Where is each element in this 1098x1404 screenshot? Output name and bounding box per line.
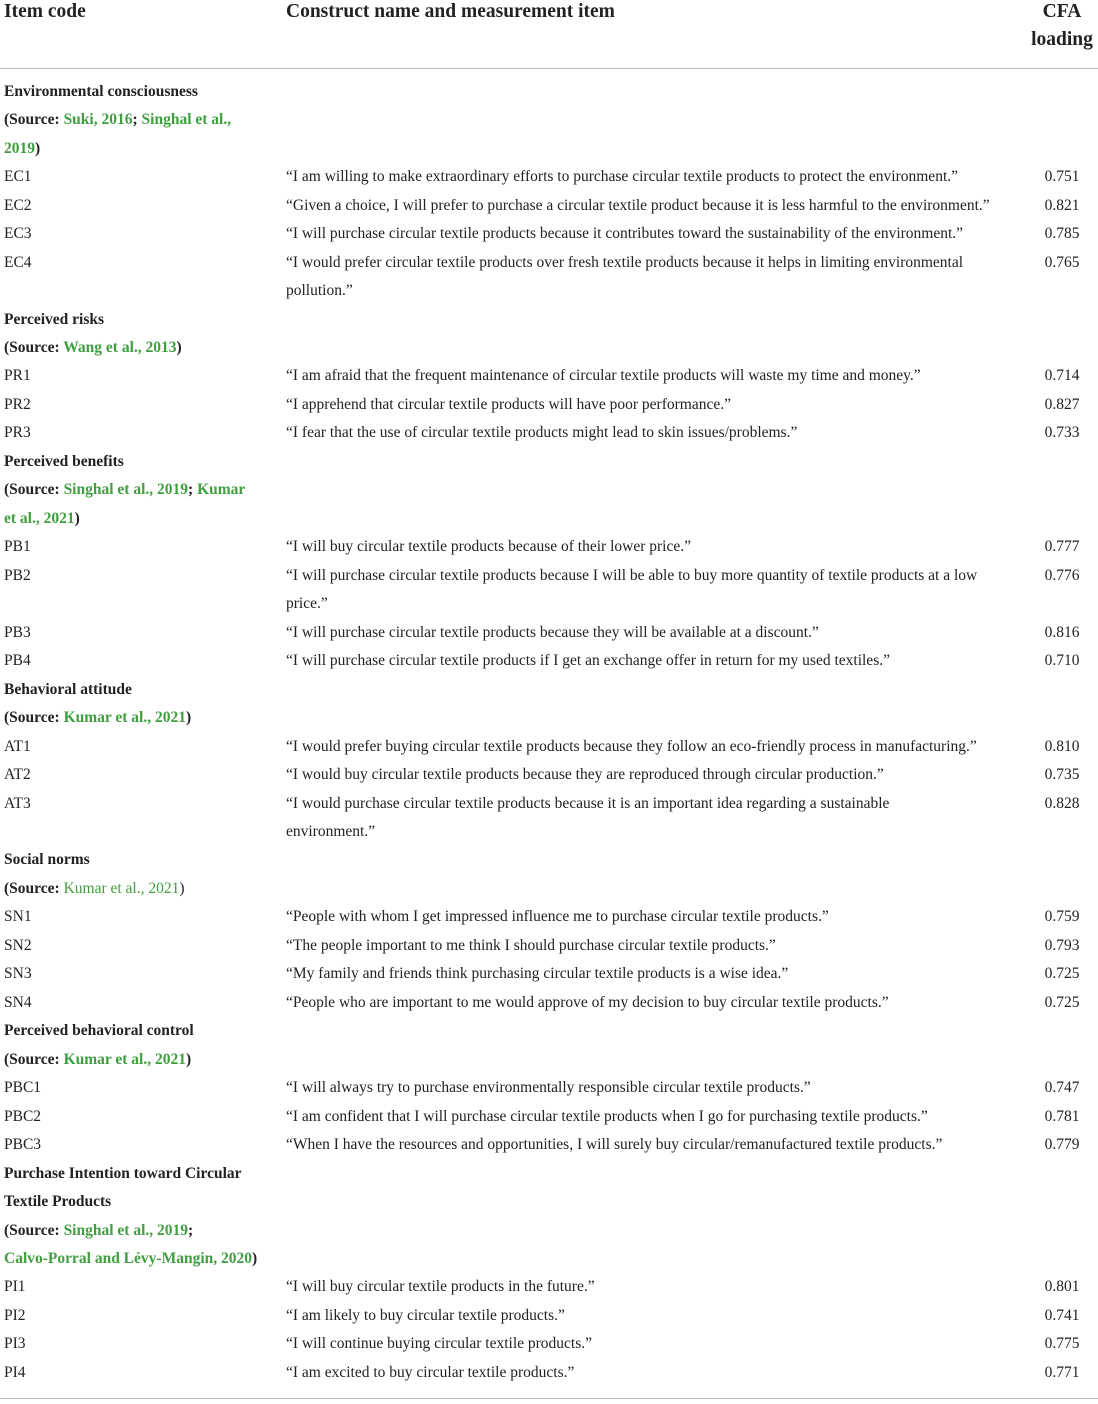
column-header-cfa-loading: CFA loading [1031,1,1093,50]
table-header [0,0,1098,69]
citation-link[interactable]: Kumar et al., 2021 [63,1050,186,1068]
citation-link[interactable]: Kumar et al., 2021 [4,481,246,527]
section-heading-row [0,306,1098,334]
section-heading: Behavioral attitude [4,680,132,698]
cfa-loading: 0.710 [1044,652,1080,670]
measurement-item: “I will purchase circular textile products if I get an exchange offer in return for my used textiles.” [286,652,890,670]
table-row [0,733,1098,761]
table-row [0,1302,1098,1330]
source-text: (Source: [4,339,64,357]
measurement-item: “I will buy circular textile products in the future.” [286,1278,595,1296]
column-header-item-code: Item code [4,1,86,22]
item-code: PR3 [4,424,31,442]
measurement-item: “I am confident that I will purchase circular textile products when I go for purchasing textile products.” [286,1107,928,1125]
item-code: SN3 [4,965,32,983]
item-code: SN1 [4,908,32,926]
section-source-row [0,476,1098,533]
item-code: PBC1 [4,1079,42,1097]
section-heading-row [0,1017,1098,1045]
table-row [0,1131,1098,1159]
table-row [0,249,1098,306]
section-source [0,875,286,903]
measurement-item: “I am excited to buy circular textile products.” [286,1363,575,1381]
item-code: PBC3 [4,1136,42,1154]
table-row [0,903,1098,931]
section-heading-row [0,676,1098,704]
measurement-item: “I apprehend that circular textile products will have poor performance.” [286,395,731,413]
table-row [0,932,1098,960]
section-source-row [0,1217,1098,1274]
cfa-loading: 0.828 [1044,794,1080,812]
section-heading: Perceived benefits [4,452,124,470]
citation-link[interactable]: Kumar et al., 2021 [63,709,186,727]
item-code: PR2 [4,395,31,413]
item-code: EC4 [4,253,32,271]
measurement-item: “People with whom I get impressed influence me to purchase circular textile products.” [286,908,829,926]
item-code: PI4 [4,1363,26,1381]
section-source [0,704,286,732]
section-source [0,334,286,362]
item-code: PB1 [4,538,31,556]
item-code: PB4 [4,652,31,670]
cfa-loading: 0.771 [1044,1363,1080,1381]
item-code: PB3 [4,623,31,641]
measurement-item: “I will purchase circular textile products because it contributes toward the sustainability of the environment.” [286,225,964,243]
source-text: ) [176,339,182,357]
table-row [0,1330,1098,1358]
source-text: ) [179,879,185,897]
source-text: (Source: [4,879,64,897]
measurement-item: “I will purchase circular textile products because they will be available at a discount.” [286,623,819,641]
table-row [0,989,1098,1017]
table-row [0,1359,1098,1387]
cfa-loading: 0.801 [1044,1278,1080,1296]
source-text: ) [74,509,80,527]
cfa-loading: 0.714 [1044,367,1080,385]
section-heading: Perceived risks [4,310,105,328]
source-text: ; [188,481,198,499]
table-body [0,69,1098,1399]
cfa-loading: 0.785 [1044,225,1080,243]
cfa-loading: 0.733 [1044,424,1080,442]
measurement-item: “I would buy circular textile products because they are reproduced through circular production.” [286,766,884,784]
cfa-loading: 0.779 [1044,1136,1080,1154]
item-code: PI1 [4,1278,26,1296]
item-code: PBC2 [4,1107,42,1125]
cfa-loading: 0.725 [1044,993,1080,1011]
cfa-loading: 0.725 [1044,965,1080,983]
table-row [0,391,1098,419]
measurement-item: “People who are important to me would approve of my decision to buy circular textile products.” [286,993,889,1011]
section-source-row [0,106,1098,163]
item-code: EC1 [4,168,32,186]
table-row [0,562,1098,619]
item-code: PB2 [4,566,31,584]
source-text: ) [185,709,192,727]
source-text: ) [185,1050,192,1068]
table-row [0,960,1098,988]
cfa-loading: 0.776 [1044,566,1080,584]
section-heading: Environmental consciousness [4,82,198,100]
section-heading-row [0,448,1098,476]
table-row [0,163,1098,191]
measurement-item: “Given a choice, I will prefer to purchase a circular textile product because it is less harmful to the environment.” [286,196,990,214]
cfa-loading: 0.741 [1044,1306,1080,1324]
item-code: PR1 [4,367,31,385]
source-text: ; [188,1221,194,1239]
cfa-loading: 0.751 [1044,168,1080,186]
cfa-loading: 0.759 [1044,908,1080,926]
cfa-loading: 0.793 [1044,936,1080,954]
measurement-item: “I am willing to make extraordinary efforts to purchase circular textile products to protect the environment.” [286,168,959,186]
section-heading: Social norms [4,851,90,869]
item-code: EC3 [4,225,32,243]
section-heading-row [0,78,1098,106]
section-heading-row [0,846,1098,874]
table-row [0,220,1098,248]
section-heading-row [0,1160,1098,1217]
table-row [0,192,1098,220]
section-source-row [0,875,1098,903]
measurement-item: “I am likely to buy circular textile products.” [286,1306,565,1324]
item-code: AT1 [4,737,31,755]
table-row [0,790,1098,847]
cfa-loading: 0.816 [1044,623,1080,641]
section-source [0,1217,286,1274]
source-text: ; [132,111,142,129]
section-source-row [0,1046,1098,1074]
measurement-item: “I would purchase circular textile products because it is an important idea regarding a sustainable environment.” [286,794,890,840]
table-row [0,1103,1098,1131]
measurement-item: “The people important to me think I should purchase circular textile products.” [286,936,776,954]
citation-link[interactable]: Calvo-Porral and Lévy-Mangin, 2020 [4,1250,252,1268]
measurement-item: “I fear that the use of circular textile products might lead to skin issues/problems.” [286,424,798,442]
citation-link[interactable]: Wang et al., 2013 [63,339,177,357]
cfa-loading: 0.747 [1044,1079,1080,1097]
cfa-loading: 0.827 [1044,395,1080,413]
source-text: ) [35,139,41,157]
cfa-loading: 0.810 [1044,737,1080,755]
measurement-item: “My family and friends think purchasing circular textile products is a wise idea.” [286,965,789,983]
table-row [0,761,1098,789]
table-row [0,1074,1098,1102]
citation-link[interactable]: Singhal et al., 2019 [63,481,189,499]
item-code: EC2 [4,196,32,214]
table-row [0,533,1098,561]
measurement-item: “I will continue buying circular textile products.” [286,1335,593,1353]
table-row [0,647,1098,675]
cfa-loading: 0.765 [1044,253,1080,271]
section-source-row [0,704,1098,732]
cfa-loading: 0.781 [1044,1107,1080,1125]
measurement-item: “I will always try to purchase environmentally responsible circular textile products.” [286,1079,811,1097]
table-row [0,362,1098,390]
table-row [0,1273,1098,1301]
item-code: AT2 [4,766,31,784]
citation-link[interactable]: Singhal et al., 2019 [63,1221,189,1239]
cfa-loading: 0.777 [1044,538,1080,556]
source-text: (Source: [4,481,64,499]
source-text: (Source: [4,111,64,129]
item-code: PI3 [4,1335,26,1353]
measurement-item: “I would prefer circular textile products over fresh textile products because it helps in limiting environmental pollution.” [286,253,964,300]
cfa-loading: 0.735 [1044,766,1080,784]
citation-link[interactable]: Singhal et al., 2019 [4,111,232,157]
item-code: SN4 [4,993,32,1011]
source-text: (Source: [4,1050,64,1068]
section-heading: Purchase Intention toward Circular Textile Products [4,1164,242,1211]
measurement-item: “When I have the resources and opportunities, I will surely buy circular/remanufactured textile products.” [286,1136,943,1154]
source-text: (Source: [4,709,64,727]
section-source [0,476,286,533]
source-text: ) [252,1250,258,1268]
cfa-loading: 0.821 [1044,196,1080,214]
table-row [0,619,1098,647]
section-source-row [0,334,1098,362]
measurement-item: “I will purchase circular textile products because I will be able to buy more quantity of textile products at a low price.” [286,566,978,613]
cfa-loading: 0.775 [1044,1335,1080,1353]
item-code: PI2 [4,1306,26,1324]
measurement-item: “I am afraid that the frequent maintenance of circular textile products will waste my time and money.” [286,367,921,385]
section-source [0,1046,286,1074]
item-code: AT3 [4,794,31,812]
citation-link[interactable]: Kumar et al., 2021 [63,879,180,897]
measurement-item: “I would prefer buying circular textile products because they follow an eco-friendly process in manufacturing.” [286,737,977,755]
source-text: (Source: [4,1221,64,1239]
citation-link[interactable]: Suki, 2016 [63,111,133,129]
table-row [0,419,1098,447]
section-heading: Perceived behavioral control [4,1022,194,1040]
column-header-construct: Construct name and measurement item [286,1,615,22]
measurement-item: “I will buy circular textile products because of their lower price.” [286,538,691,556]
item-code: SN2 [4,936,32,954]
section-source [0,106,286,163]
